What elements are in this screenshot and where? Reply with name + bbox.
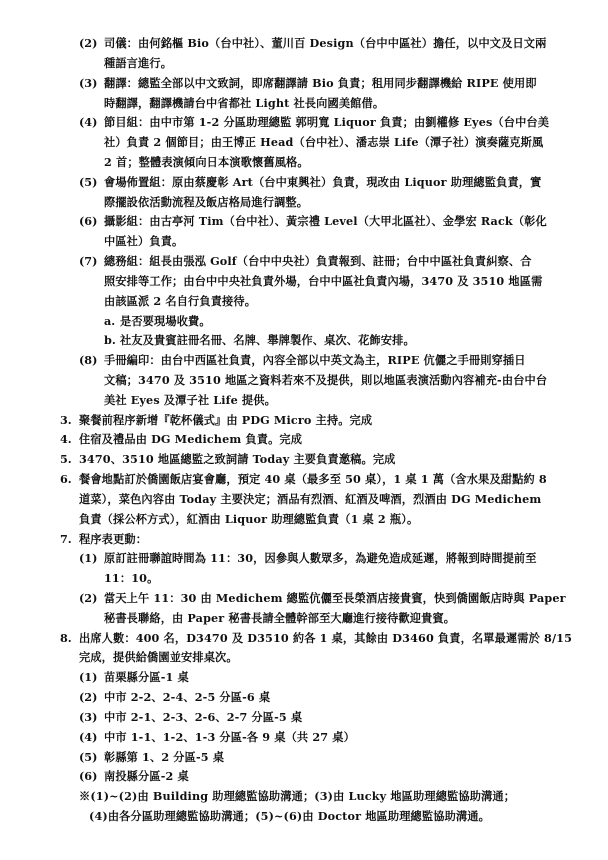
sub-item-line: 當天上午 11：30 由 Medichem 總監伉儷至長榮酒店接貴賓，快到僑園飯店時與 Paper bbox=[104, 591, 566, 605]
main-item-line: 負責（採公杯方式），紅酒由 Liquor 助理總監負責（1 桌 2 瓶）。 bbox=[79, 511, 419, 526]
sub-sub-text: 是否要現場收費。 bbox=[120, 313, 211, 328]
coordination-note: ※(1)~(2)由 Building 助理總監協助溝通；(3)由 Lucky 地區助理總監協助溝通； bbox=[79, 789, 516, 804]
table-allocation-label: (2) bbox=[79, 690, 98, 705]
main-item-line: 完成，提供給僑園並安排桌次。 bbox=[79, 650, 238, 665]
sub-item-line: 會場佈置組：原由蔡慶彰 Art（台中東興社）負責，現改由 Liquor 助理總監負責，實 bbox=[104, 174, 542, 189]
table-allocation-label: (5) bbox=[79, 749, 98, 764]
sub-item-label: (1) bbox=[79, 551, 98, 566]
sub-item-line: 翻譯：總監全部以中文致詞，即席翻譯請 Bio 負責；租用同步翻譯機給 RIPE 使用即 bbox=[104, 75, 537, 90]
sub-item-label: (2) bbox=[79, 591, 98, 605]
sub-item-label: (7) bbox=[79, 254, 98, 268]
sub-item-line: 手冊編印：由台中西區社負責，內容全部以中英文為主，RIPE 伉儷之手冊則穿插日 bbox=[104, 353, 526, 368]
sub-item-label: (5) bbox=[79, 174, 98, 189]
sub-item-line: 社）負責 2 個節目；由王博正 Head（台中社）、潘志崇 Life（潭子社）演奏薩克斯風 bbox=[104, 135, 544, 150]
sub-item-line: 際擺設依活動流程及飯店格局進行調整。 bbox=[104, 194, 309, 209]
sub-item-line: 由該區派 2 名自行負責接待。 bbox=[104, 293, 257, 308]
sub-item-line: 節目組：由中市第 1-2 分區助理總監 郭明寬 Liquor 負責；由劉權修 Eyes（台中台美 bbox=[104, 115, 550, 130]
table-allocation-label: (3) bbox=[79, 709, 98, 724]
main-item-label: 4. bbox=[60, 432, 72, 447]
main-item-line: 住宿及禮品由 DG Medichem 負責。完成 bbox=[79, 432, 303, 447]
sub-sub-label: b. bbox=[104, 333, 116, 348]
table-allocation-text: 彰縣第 1、2 分區-5 桌 bbox=[104, 749, 225, 764]
main-item-label: 5. bbox=[60, 452, 72, 467]
coordination-note: (4)由各分區助理總監協助溝通；(5)~(6)由 Doctor 地區助理總監協助溝通。 bbox=[89, 809, 490, 823]
table-allocation-text: 南投縣分區-2 桌 bbox=[104, 769, 189, 784]
main-item-line: 3470、3510 地區總監之致詞請 Today 主要負責邀稿。完成 bbox=[79, 452, 396, 467]
table-allocation-label: (1) bbox=[79, 670, 98, 685]
sub-item-line: 總務組：組長由張泓 Golf（台中中央社）負責報到、註冊；台中中區社負責糾察、合 bbox=[104, 254, 532, 268]
main-item-label: 3. bbox=[60, 412, 72, 427]
table-allocation-label: (6) bbox=[79, 769, 98, 784]
sub-item-line: 2 首；整體表演傾向日本演歌懷舊風格。 bbox=[104, 154, 309, 169]
table-allocation-text: 苗栗縣分區-1 桌 bbox=[104, 670, 189, 685]
sub-item-line: 秘書長聯絡，由 Paper 秘書長請全體幹部至大廳進行接待歡迎貴賓。 bbox=[104, 610, 456, 625]
main-item-line: 餐會地點訂於僑園飯店宴會廳，預定 40 桌（最多至 50 桌），1 桌 1 萬（含水果及甜點約 8 bbox=[79, 472, 547, 487]
table-allocation-text: 中市 1-1、1-2、1-3 分區-各 9 桌（共 27 桌） bbox=[104, 729, 355, 744]
sub-sub-label: a. bbox=[104, 313, 116, 328]
sub-item-label: (8) bbox=[79, 353, 98, 368]
main-item-line: 出席人數：400 名，D3470 及 D3510 約各 1 桌，其餘由 D3460 負責，名單最遲需於 8/15 bbox=[79, 630, 573, 645]
main-item-label: 7. bbox=[60, 531, 72, 546]
sub-item-line: 中區社）負責。 bbox=[104, 234, 184, 249]
sub-item-line: 文稿；3470 及 3510 地區之資料若來不及提供，則以地區表演活動內容補充-由台中台 bbox=[104, 372, 548, 387]
main-item-line: 程序表更動： bbox=[79, 531, 148, 546]
sub-item-label: (3) bbox=[79, 75, 98, 90]
sub-item-line: 11：10。 bbox=[104, 571, 159, 586]
sub-item-line: 照安排等工作；由台中中央社負責外場，台中中區社負責內場，3470 及 3510 地區需 bbox=[104, 273, 543, 288]
table-allocation-text: 中市 2-2、2-4、2-5 分區-6 桌 bbox=[104, 690, 271, 705]
sub-item-label: (6) bbox=[79, 214, 98, 229]
table-allocation-text: 中市 2-1、2-3、2-6、2-7 分區-5 桌 bbox=[104, 709, 303, 724]
sub-item-line: 司儀：由何銘樞 Bio（台中社）、董川百 Design（台中中區社）擔任，以中文及日文兩 bbox=[104, 36, 547, 50]
sub-item-line: 攝影組：由古亭河 Tim（台中社）、黃宗禮 Level（大甲北區社）、金學宏 Rack（彰化 bbox=[104, 214, 547, 229]
sub-item-label: (2) bbox=[79, 36, 98, 50]
sub-item-line: 原訂註冊聯誼時間為 11：30，因參與人數眾多，為避免造成延遲，將報到時間提前至 bbox=[104, 551, 537, 566]
main-item-label: 8. bbox=[60, 630, 72, 645]
sub-item-line: 時翻譯，翻譯機請台中省都社 Light 社長向國美館借。 bbox=[104, 95, 385, 110]
sub-item-label: (4) bbox=[79, 115, 98, 130]
main-item-label: 6. bbox=[60, 472, 72, 487]
main-item-line: 道菜），菜色內容由 Today 主要決定；酒品有烈酒、紅酒及啤酒，烈酒由 DG Medichem bbox=[79, 491, 542, 506]
main-item-line: 聚餐前程序新增『乾杯儀式』由 PDG Micro 主持。完成 bbox=[79, 412, 373, 427]
table-allocation-label: (4) bbox=[79, 729, 98, 744]
sub-sub-text: 社友及貴賓註冊名冊、名牌、舉牌製作、桌次、花飾安排。 bbox=[120, 333, 415, 348]
sub-item-line: 種語言進行。 bbox=[104, 55, 173, 70]
sub-item-line: 美社 Eyes 及潭子社 Life 提供。 bbox=[104, 392, 276, 407]
